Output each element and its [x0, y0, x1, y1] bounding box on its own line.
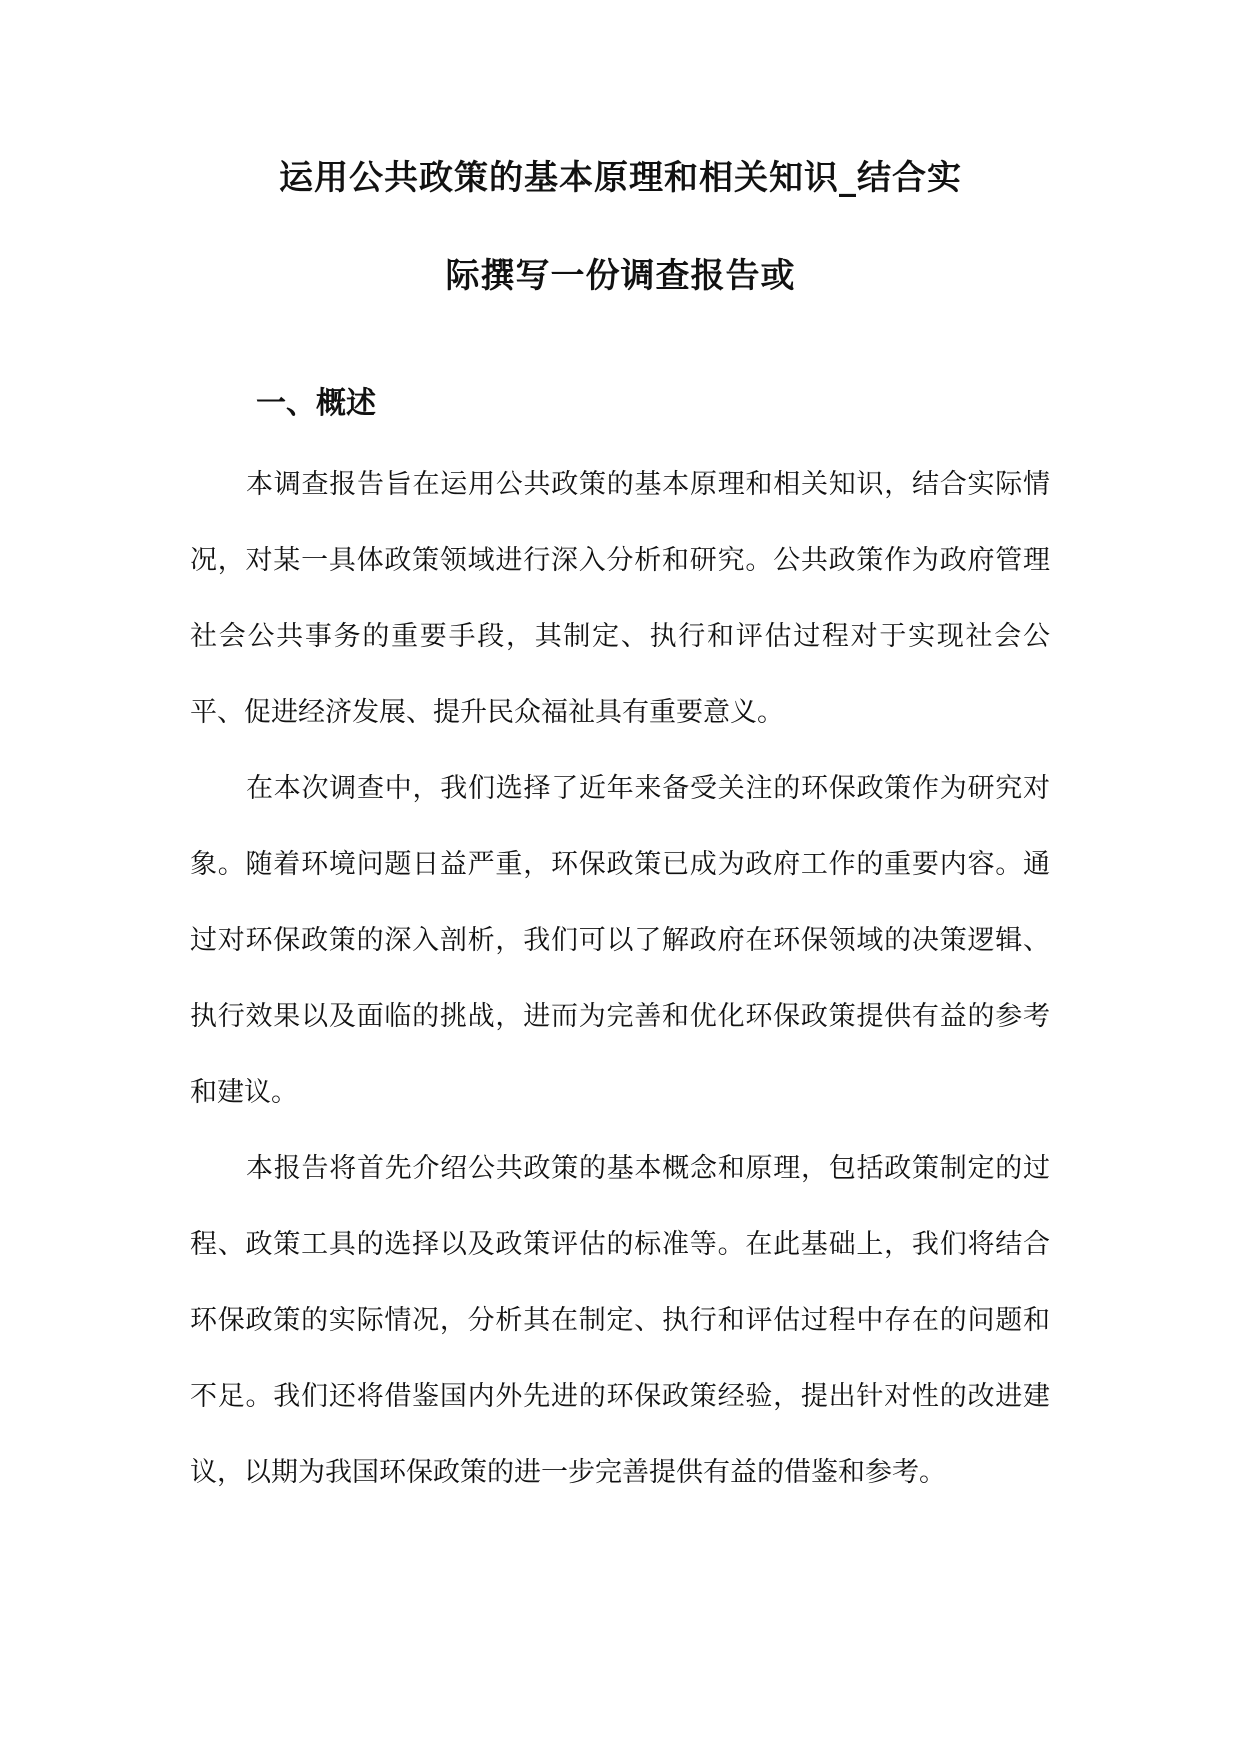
paragraph-1: 本调查报告旨在运用公共政策的基本原理和相关知识，结合实际情况，对某一具体政策领域进行深入分析和研究。公共政策作为政府管理社会公共事务的重要手段，其制定、执行和评估过程对于实现社会公平、促进经济发展、提升民众福祉具有重要意义。 — [190, 469, 1050, 728]
document-title-line-2: 际撰写一份调查报告或 — [445, 256, 796, 296]
paragraph-3: 本报告将首先介绍公共政策的基本概念和原理，包括政策制定的过程、政策工具的选择以及政策评估的标准等。在此基础上，我们将结合环保政策的实际情况，分析其在制定、执行和评估过程中存在的问题和不足。我们还将借鉴国内外先进的环保政策经验，提出针对性的改进建议，以期为我国环保政策的进一步完善提供有益的借鉴和参考。 — [190, 1153, 1050, 1488]
paragraph-2: 在本次调查中，我们选择了近年来备受关注的环保政策作为研究对象。随着环境问题日益严重，环保政策已成为政府工作的重要内容。通过对环保政策的深入剖析，我们可以了解政府在环保领域的决策逻辑、执行效果以及面临的挑战，进而为完善和优化环保政策提供有益的参考和建议。 — [190, 773, 1050, 1108]
document-title-line-1: 运用公共政策的基本原理和相关知识_结合实 — [279, 158, 962, 198]
section-heading: 一、概述 — [256, 386, 376, 421]
